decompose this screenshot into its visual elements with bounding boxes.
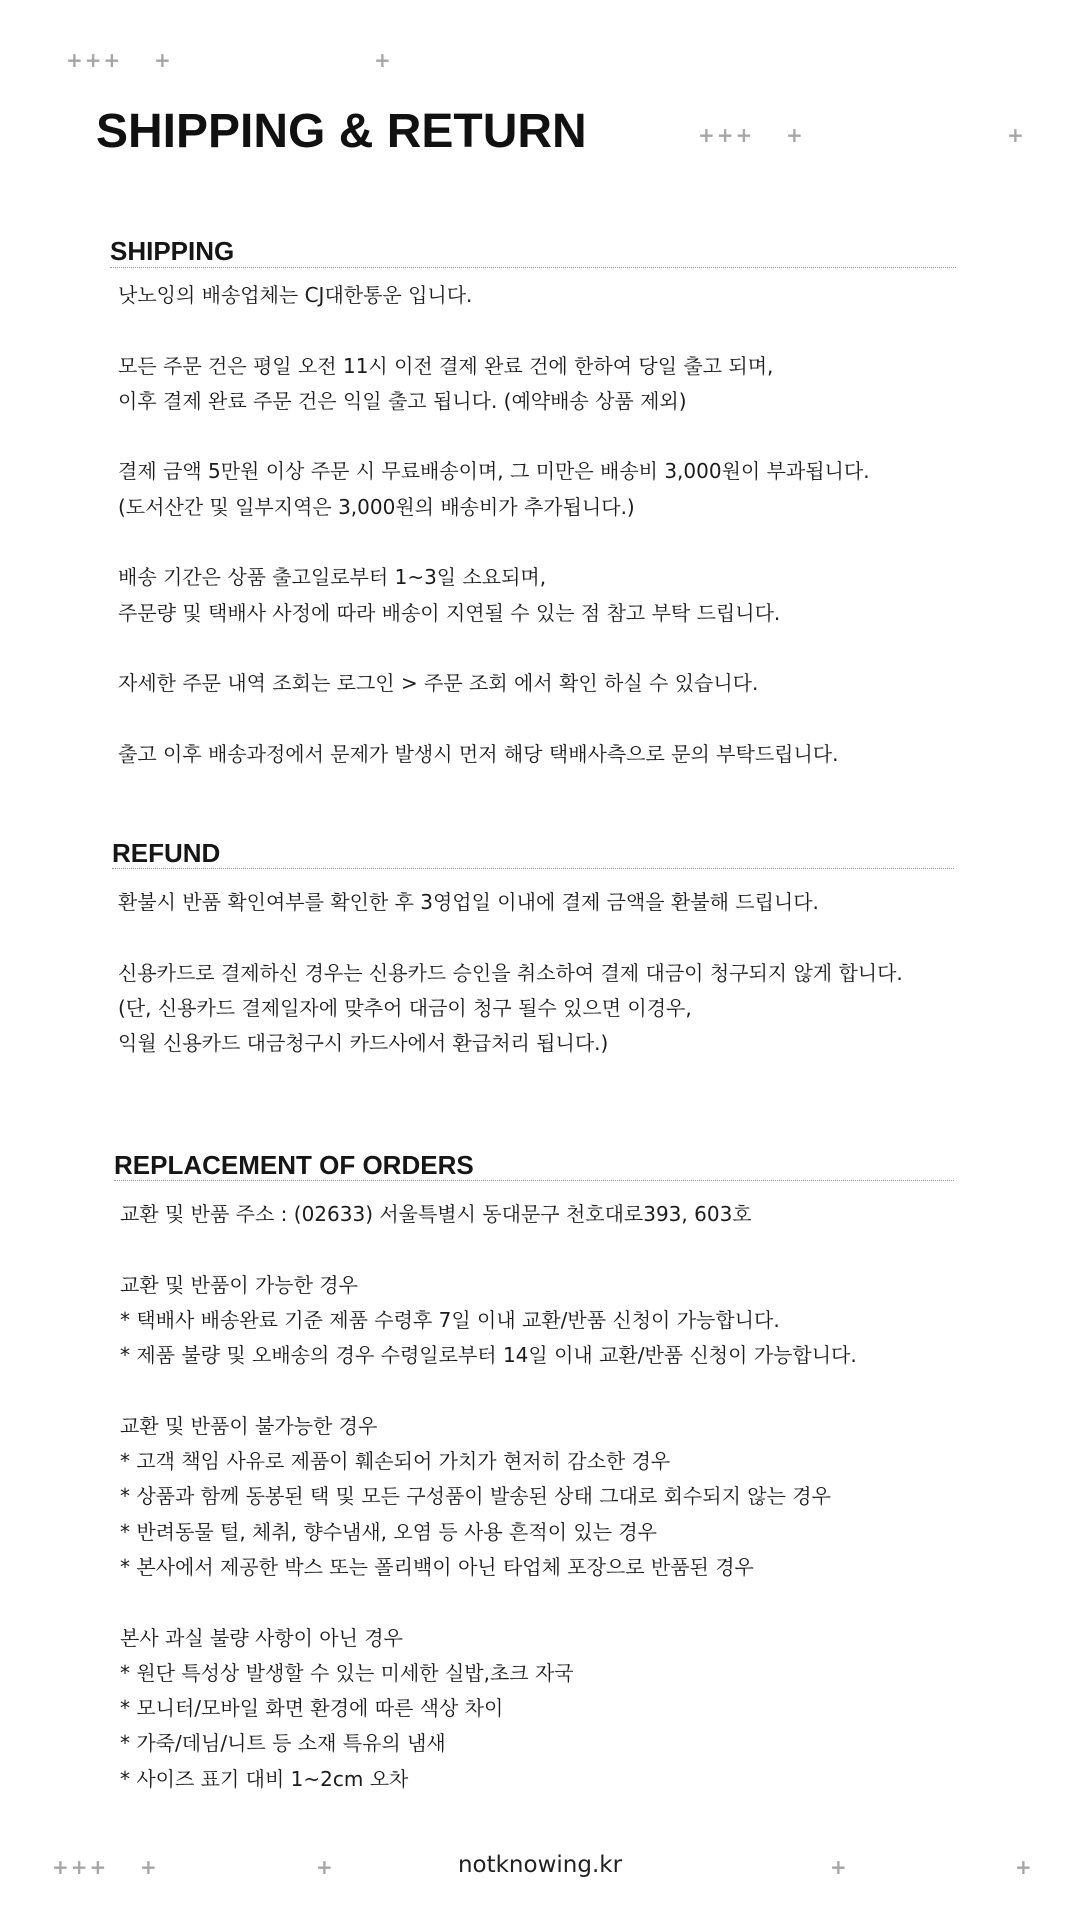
plus-icon: +	[140, 1855, 159, 1879]
blank-line	[118, 313, 870, 348]
blank-line	[118, 702, 870, 737]
plus-icon: +	[1015, 1855, 1034, 1879]
blank-line	[118, 920, 903, 955]
shipping-text	[118, 278, 870, 772]
refund-text	[118, 885, 903, 1061]
page-title: SHIPPING & RETURN	[96, 105, 587, 158]
section-heading-replacement: REPLACEMENT OF ORDERS	[114, 1150, 474, 1180]
text-line: * 상품과 함께 동봉된 택 및 모든 구성품이 발송된 상태 그대로 회수되지 않는 경우	[120, 1484, 831, 1509]
plus-pattern-icon: +++	[66, 48, 123, 72]
text-line: 이후 결제 완료 주문 건은 익일 출고 됩니다. (예약배송 상품 제외)	[118, 388, 687, 413]
text-line: 교환 및 반품 주소 : (02633) 서울특별시 동대문구 천호대로393, 603호	[120, 1202, 752, 1226]
blank-line	[120, 1585, 857, 1620]
plus-icon: +	[830, 1855, 849, 1879]
text-line: * 가죽/데님/니트 등 소재 특유의 냄새	[120, 1731, 446, 1756]
text-line: * 반려동물 털, 체취, 향수냄새, 오염 등 사용 흔적이 있는 경우	[120, 1519, 658, 1544]
section-divider	[110, 267, 956, 268]
replacement-text	[120, 1197, 857, 1797]
text-line: * 원단 특성상 발생할 수 있는 미세한 실밥,초크 자국	[120, 1660, 574, 1685]
plus-pattern-icon: +++	[698, 123, 755, 147]
text-line: * 택배사 배송완료 기준 제품 수령후 7일 이내 교환/반품 신청이 가능합니다.	[120, 1307, 780, 1332]
plus-pattern-icon: +++	[52, 1855, 109, 1879]
text-line: (도서산간 및 일부지역은 3,000원의 배송비가 추가됩니다.)	[118, 494, 635, 519]
section-heading-shipping: SHIPPING	[110, 236, 235, 266]
text-line: 교환 및 반품이 불가능한 경우	[120, 1413, 378, 1438]
section-divider	[112, 868, 954, 869]
text-line: 낫노잉의 배송업체는 CJ대한통운 입니다.	[118, 283, 473, 307]
blank-line	[118, 525, 870, 560]
plus-icon: +	[374, 48, 393, 72]
text-line: (단, 신용카드 결제일자에 맞추어 대금이 청구 될수 있으면 이경우,	[118, 995, 692, 1020]
text-line: 자세한 주문 내역 조회는 로그인 > 주문 조회 에서 확인 하실 수 있습니다.	[118, 671, 759, 696]
site-url: notknowing.kr	[457, 1852, 623, 1878]
text-line: 신용카드로 결제하신 경우는 신용카드 승인을 취소하여 결제 대금이 청구되지 않게 합니다.	[118, 960, 903, 985]
text-line: * 본사에서 제공한 박스 또는 폴리백이 아닌 타업체 포장으로 반품된 경우	[120, 1554, 754, 1579]
text-line: * 제품 불량 및 오배송의 경우 수령일로부터 14일 이내 교환/반품 신청이 가능합니다.	[120, 1343, 857, 1368]
plus-icon: +	[154, 48, 173, 72]
text-line: 익월 신용카드 대금청구시 카드사에서 환급처리 됩니다.)	[118, 1031, 609, 1056]
text-line: * 모니터/모바일 화면 환경에 따른 색상 차이	[120, 1696, 504, 1721]
blank-line	[120, 1232, 857, 1267]
plus-icon: +	[316, 1855, 335, 1879]
plus-icon: +	[1007, 123, 1026, 147]
text-line: 출고 이후 배송과정에서 문제가 발생시 먼저 해당 택배사측으로 문의 부탁드립니다.	[118, 741, 839, 766]
text-line: * 고객 책임 사유로 제품이 훼손되어 가치가 현저히 감소한 경우	[120, 1449, 671, 1474]
text-line: 배송 기간은 상품 출고일로부터 1~3일 소요되며,	[118, 565, 547, 590]
section-heading-refund: REFUND	[112, 838, 221, 868]
text-line: 교환 및 반품이 가능한 경우	[120, 1272, 358, 1297]
text-line: * 사이즈 표기 대비 1~2cm 오차	[120, 1766, 409, 1791]
blank-line	[118, 631, 870, 666]
text-line: 본사 과실 불량 사항이 아닌 경우	[120, 1625, 403, 1650]
plus-icon: +	[786, 123, 805, 147]
blank-line	[120, 1373, 857, 1408]
text-line: 결제 금액 5만원 이상 주문 시 무료배송이며, 그 미만은 배송비 3,000원이 부과됩니다.	[118, 459, 870, 484]
blank-line	[118, 419, 870, 454]
text-line: 주문량 및 택배사 사정에 따라 배송이 지연될 수 있는 점 참고 부탁 드립니다.	[118, 600, 781, 625]
section-divider	[114, 1180, 954, 1181]
text-line: 환불시 반품 확인여부를 확인한 후 3영업일 이내에 결제 금액을 환불해 드립니다.	[118, 890, 819, 914]
text-line: 모든 주문 건은 평일 오전 11시 이전 결제 완료 건에 한하여 당일 출고 되며,	[118, 353, 774, 378]
